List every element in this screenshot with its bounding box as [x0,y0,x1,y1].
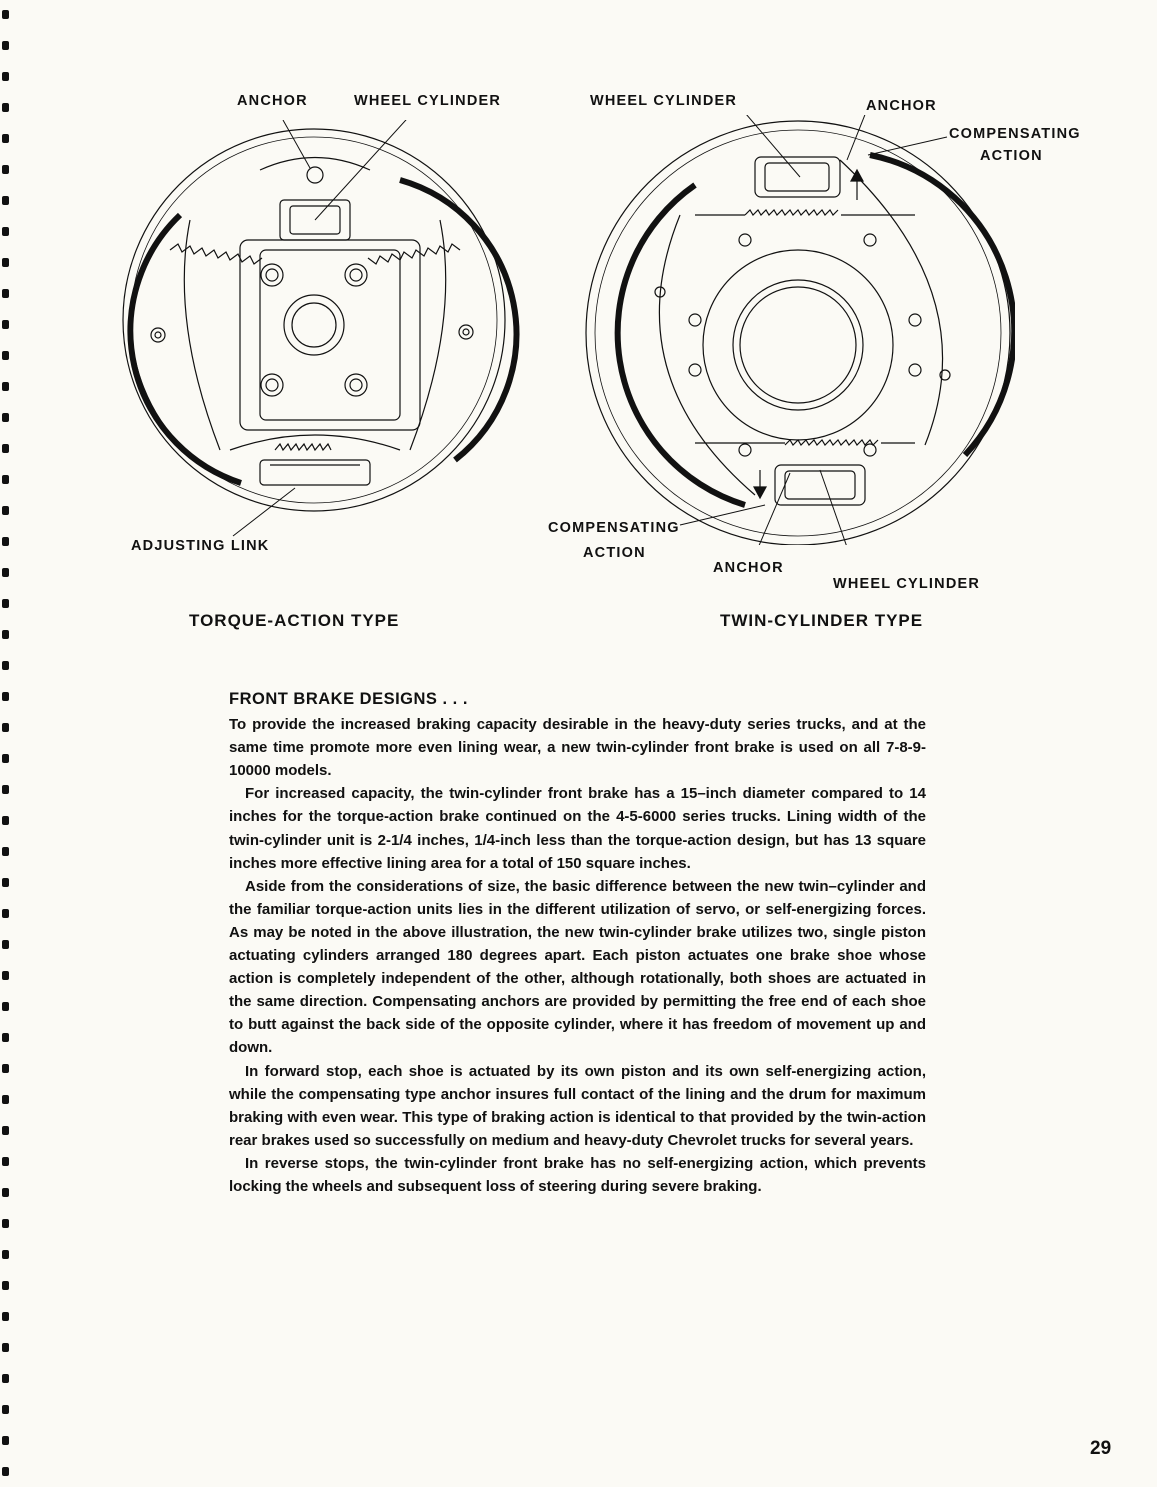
torque-action-brake-diagram [110,120,530,540]
twin-cylinder-brake-diagram [585,115,1015,545]
binding-mark [2,227,9,236]
label-compensating-top: COMPENSATING [949,126,1081,142]
right-lining [400,180,516,460]
binding-mark [2,382,9,391]
binding-mark [2,1002,9,1011]
binding-mark [2,847,9,856]
binding-mark [2,475,9,484]
binding-mark [2,754,9,763]
binding-mark [2,1250,9,1259]
binding-mark [2,10,9,19]
binding-mark [2,320,9,329]
binding-mark [2,1126,9,1135]
binding-mark [2,1343,9,1352]
label-compensating-bottom: COMPENSATING [548,520,680,536]
binding-mark [2,940,9,949]
page-number: 29 [1090,1438,1112,1459]
binding-mark [2,165,9,174]
label-wheel-cylinder-top: WHEEL CYLINDER [590,93,738,109]
paragraph-1: To provide the increased braking capacity desirable in the heavy-duty series trucks, and at the same time promote more even lining wear, a new twin-cylinder front brake is used on all 7-8-9-10000 models. [229,716,926,780]
binding-mark [2,537,9,546]
binding-mark [2,1312,9,1321]
binding-mark [2,103,9,112]
binding-mark [2,568,9,577]
binding-mark [2,1405,9,1414]
binding-mark [2,134,9,143]
paragraph-2: For increased capacity, the twin-cylinder front brake has a 15–inch diameter compared to 14 inches for the torque-action brake continued on the 4-5-6000 series trucks. Lining width of the twin-cylinder unit is 2-1/4 inches, 1/4-inch less than the torque-action design, but has 13 square inches more effective lining area for a total of 150 square inches. [229,785,926,872]
binding-mark [2,413,9,422]
binding-mark [2,1281,9,1290]
label-anchor-top: ANCHOR [866,98,937,114]
caption-twin-cylinder: TWIN-CYLINDER TYPE [720,611,924,630]
binding-mark [2,909,9,918]
binding-mark [2,1436,9,1445]
label-action-top: ACTION [980,148,1043,164]
label-anchor: ANCHOR [237,93,308,109]
binding-mark [2,1374,9,1383]
binding-mark [2,971,9,980]
binding-mark [2,661,9,670]
binding-mark [2,1095,9,1104]
label-wheel-cylinder-bottom: WHEEL CYLINDER [833,576,981,592]
binding-mark [2,41,9,50]
binding-mark [2,72,9,81]
binding-mark [2,351,9,360]
binding-mark [2,1219,9,1228]
paragraph-3: Aside from the considerations of size, the basic difference between the new twin–cylinder and the familiar torque-action units lies in the different utilization of servo, or self-energizing forces. As may be noted in the above illustration, the new twin-cylinder brake utilizes two, single piston actuating cylinders arranged 180 degrees apart. Each piston actuates one brake shoe whose action is completely independent of the other, although rotationally, both shoes are actuated in the same direction. Compensating anchors are provided by permitting the free end of each shoe to butt against the back side of the opposite cylinder, where it has freedom of movement up and down. [229,877,926,1057]
label-anchor-bottom: ANCHOR [713,560,784,576]
label-action-bottom: ACTION [583,545,646,561]
spiral-binding [0,0,14,1487]
binding-mark [2,692,9,701]
article [229,688,926,1198]
binding-mark [2,506,9,515]
binding-mark [2,1033,9,1042]
binding-mark [2,1467,9,1476]
paragraph-4: In forward stop, each shoe is actuated by its own piston and its own self-energizing action, while the compensating type anchor insures full contact of the lining and the drum for maximum braking with even wear. This type of braking action is identical to that provided by the twin-action rear brakes used so successfully on medium and heavy-duty Chevrolet trucks for several years. [229,1062,926,1149]
binding-mark [2,599,9,608]
binding-mark [2,723,9,732]
binding-mark [2,258,9,267]
paragraph-5: In reverse stops, the twin-cylinder front brake has no self-energizing action, which prevents locking the wheels and subsequent loss of steering during severe braking. [229,1154,926,1195]
binding-mark [2,444,9,453]
binding-mark [2,785,9,794]
binding-mark [2,630,9,639]
label-adjusting-link: ADJUSTING LINK [131,538,270,554]
binding-mark [2,1188,9,1197]
binding-mark [2,878,9,887]
caption-torque-action: TORQUE-ACTION TYPE [189,611,400,630]
binding-mark [2,1157,9,1166]
label-wheel-cylinder: WHEEL CYLINDER [354,93,502,109]
binding-mark [2,196,9,205]
binding-mark [2,816,9,825]
article-heading: FRONT BRAKE DESIGNS . . . [229,690,468,708]
binding-mark [2,289,9,298]
binding-mark [2,1064,9,1073]
